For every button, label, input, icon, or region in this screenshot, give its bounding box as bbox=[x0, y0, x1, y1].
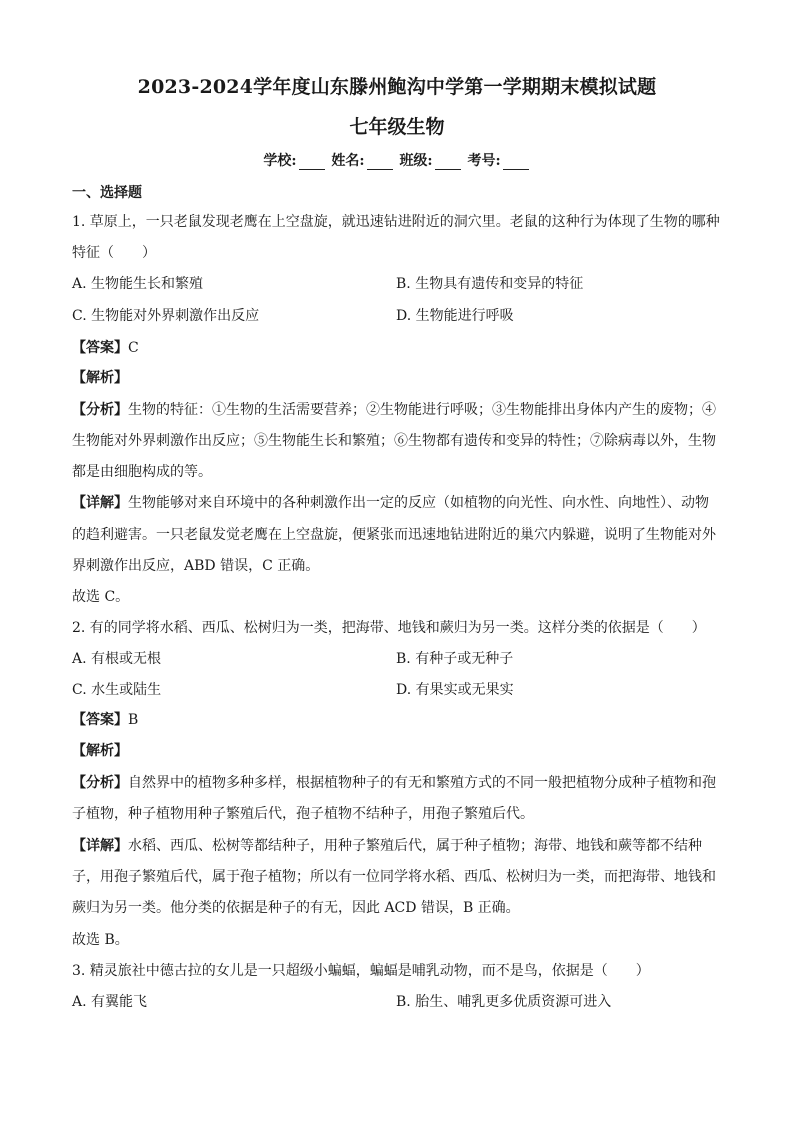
q1-stem-line1: 1. 草原上，一只老鼠发现老鹰在上空盘旋，就迅速钻进附近的洞穴里。老鼠的这种行为体现了生物的哪种 bbox=[72, 214, 720, 230]
q2-xiangjie-tag: 【详解】 bbox=[72, 838, 128, 854]
q2-analysis-tag: 【解析】 bbox=[72, 743, 128, 759]
name-blank[interactable] bbox=[367, 155, 393, 170]
q3-stem-line1: 3. 精灵旅社中德古拉的女儿是一只超级小蝙蝠，蝙蝠是哺乳动物，而不是鸟，依据是（ ） bbox=[72, 963, 650, 979]
page-subtitle: 七年级生物 bbox=[349, 116, 445, 138]
section-title: 一、选择题 bbox=[72, 185, 142, 201]
q1-stem-line2: 特征（ ） bbox=[72, 245, 156, 261]
q1-analysis-tag: 【解析】 bbox=[72, 370, 128, 386]
q2-answer-tag: 【答案】 bbox=[72, 712, 128, 728]
q2-fenxi-line1: 【分析】自然界中的植物多种多样，根据植物种子的有无和繁殖方式的不同一般把植物分成种子植物和孢 bbox=[72, 775, 716, 791]
school-blank[interactable] bbox=[299, 155, 325, 170]
class-label: 班级: bbox=[399, 153, 433, 169]
page-title: 2023-2024学年度山东滕州鲍沟中学第一学期期末模拟试题 bbox=[137, 76, 657, 98]
q1-xiangjie-line1: 【详解】生物能够对来自环境中的各种刺激作出一定的反应（如植物的向光性、向水性、向地性）、动物 bbox=[72, 495, 709, 511]
school-label: 学校: bbox=[263, 153, 297, 169]
student-info-line bbox=[0, 150, 794, 170]
q2-conclusion: 故选 B。 bbox=[72, 932, 129, 948]
q2-fenxi-line2: 子植物，种子植物用种子繁殖后代，孢子植物不结种子，用孢子繁殖后代。 bbox=[72, 806, 534, 822]
q2-xiangjie-line1: 【详解】水稻、西瓜、松树等都结种子，用种子繁殖后代，属于种子植物；海带、地钱和蕨等都不结种 bbox=[72, 838, 702, 854]
q2-answer-value: B bbox=[128, 712, 139, 728]
q2-answer bbox=[72, 710, 732, 730]
q2-option-a: A. 有根或无根 bbox=[72, 651, 162, 667]
name-label: 姓名: bbox=[331, 153, 365, 169]
q1-xiangjie-line2: 的趋利避害。一只老鼠发觉老鹰在上空盘旋，便紧张而迅速地钻进附近的巢穴内躲避，说明了生物能对外 bbox=[72, 527, 716, 543]
q3-option-a: A. 有翼能飞 bbox=[72, 994, 148, 1010]
q2-option-c: C. 水生或陆生 bbox=[72, 682, 162, 698]
q1-answer bbox=[72, 338, 732, 358]
q2-option-b: B. 有种子或无种子 bbox=[396, 651, 514, 667]
q1-fenxi-line3: 都是由细胞构成的等。 bbox=[72, 464, 212, 480]
q1-fenxi-line1: 【分析】生物的特征：①生物的生活需要营养；②生物能进行呼吸；③生物能排出身体内产生的废物；④ bbox=[72, 402, 716, 418]
q1-fenxi-tag: 【分析】 bbox=[72, 402, 128, 418]
q3-option-b: B. 胎生、哺乳更多优质资源可进入 bbox=[396, 994, 612, 1010]
q1-xiangjie-tag: 【详解】 bbox=[72, 495, 128, 511]
q2-xiangjie-line2: 子，用孢子繁殖后代，属于孢子植物；所以有一位同学将水稻、西瓜、松树归为一类，而把海带、地钱和 bbox=[72, 869, 716, 885]
q2-stem-line1: 2. 有的同学将水稻、西瓜、松树归为一类，把海带、地钱和蕨归为另一类。这样分类的依据是（ ） bbox=[72, 620, 706, 636]
q2-xiangjie-line3: 蕨归为另一类。他分类的依据是种子的有无，因此 ACD 错误，B 正确。 bbox=[72, 900, 520, 916]
number-label: 考号: bbox=[467, 153, 501, 169]
q1-conclusion: 故选 C。 bbox=[72, 589, 130, 605]
q1-fenxi-line2: 生物能对外界刺激作出反应；⑤生物能生长和繁殖；⑥生物都有遗传和变异的特性；⑦除病毒以外，生物 bbox=[72, 433, 716, 449]
number-blank[interactable] bbox=[503, 155, 529, 170]
q2-option-d: D. 有果实或无果实 bbox=[396, 682, 514, 698]
q1-option-d: D. 生物能进行呼吸 bbox=[396, 308, 514, 324]
q1-option-c: C. 生物能对外界刺激作出反应 bbox=[72, 308, 260, 324]
q1-xiangjie-line3: 界刺激作出反应，ABD 错误，C 正确。 bbox=[72, 558, 320, 574]
q1-option-b: B. 生物具有遗传和变异的特征 bbox=[396, 276, 584, 292]
class-blank[interactable] bbox=[435, 155, 461, 170]
q1-answer-value: C bbox=[128, 340, 139, 356]
q2-fenxi-tag: 【分析】 bbox=[72, 775, 128, 791]
q1-option-a: A. 生物能生长和繁殖 bbox=[72, 276, 204, 292]
q1-answer-tag: 【答案】 bbox=[72, 340, 128, 356]
